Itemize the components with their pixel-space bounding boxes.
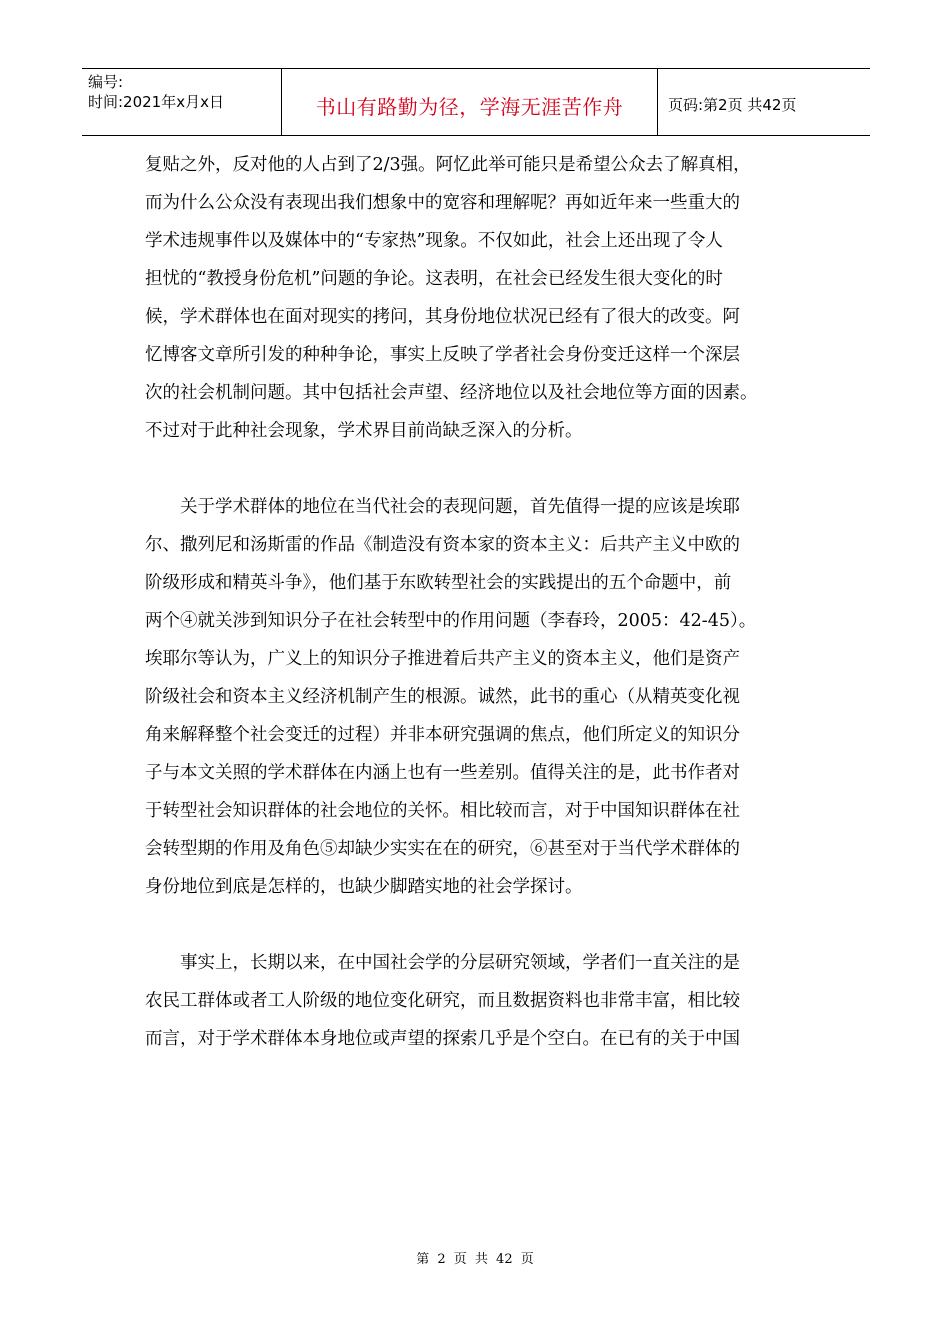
text-line: 关于学术群体的地位在当代社会的表现问题，首先值得一提的应该是埃耶 bbox=[145, 497, 740, 517]
text-line: 阶级社会和资本主义经济机制产生的根源。诚然，此书的重心（从精英变化视 bbox=[145, 687, 740, 707]
document-body bbox=[145, 146, 805, 1058]
text-line: 复贴之外，反对他的人占到了2/3强。阿忆此举可能只是希望公众去了解真相， bbox=[145, 155, 751, 175]
doc-number-label: 编号: bbox=[88, 73, 124, 91]
text-line: 阶级形成和精英斗争》，他们基于东欧转型社会的实践提出的五个命题中，前 bbox=[145, 573, 732, 593]
text-line: 尔、撒列尼和汤斯雷的作品《制造没有资本家的资本主义：后共产主义中欧的 bbox=[145, 535, 740, 555]
header-page-number: 页码:第2页 共42页 bbox=[668, 95, 797, 114]
text-line: 会转型期的作用及角色⑤却缺少实实在在的研究，⑥甚至对于当代学术群体的 bbox=[145, 839, 740, 859]
paragraph bbox=[145, 944, 805, 1058]
text-line: 角来解释整个社会变迁的过程）并非本研究强调的焦点，他们所定义的知识分 bbox=[145, 725, 740, 745]
text-line: 埃耶尔等认为，广义上的知识分子推进着后共产主义的资本主义，他们是资产 bbox=[145, 649, 740, 669]
text-line: 候，学术群体也在面对现实的拷问，其身份地位状况已经有了很大的改变。阿 bbox=[145, 307, 740, 327]
paragraph bbox=[145, 146, 805, 450]
text-line: 学术违规事件以及媒体中的“专家热”现象。不仅如此，社会上还出现了令人 bbox=[145, 231, 723, 251]
page-footer: 第 2 页 共 42 页 bbox=[416, 1252, 534, 1267]
text-line: 忆博客文章所引发的种种争论，事实上反映了学者社会身份变迁这样一个深层 bbox=[145, 345, 740, 365]
text-line: 身份地位到底是怎样的，也缺少脚踏实地的社会学探讨。 bbox=[145, 877, 583, 897]
page-header bbox=[82, 68, 870, 136]
paragraph-gap bbox=[145, 450, 805, 488]
text-line: 于转型社会知识群体的社会地位的关怀。相比较而言，对于中国知识群体在社 bbox=[145, 801, 740, 821]
text-line: 而言，对于学术群体本身地位或声望的探索几乎是个空白。在已有的关于中国 bbox=[145, 1029, 740, 1049]
header-meta bbox=[82, 69, 282, 135]
header-motto: 书山有路勤为径，学海无涯苦作舟 bbox=[282, 69, 658, 135]
text-line: 子与本文关照的学术群体在内涵上也有一些差别。值得关注的是，此书作者对 bbox=[145, 763, 740, 783]
paragraph-gap bbox=[145, 906, 805, 944]
text-line: 不过对于此种社会现象，学术界目前尚缺乏深入的分析。 bbox=[145, 421, 583, 441]
text-line: 农民工群体或者工人阶级的地位变化研究，而且数据资料也非常丰富，相比较 bbox=[145, 991, 740, 1011]
text-line: 而为什么公众没有表现出我们想象中的宽容和理解呢？再如近年来一些重大的 bbox=[145, 193, 740, 213]
text-line: 事实上，长期以来，在中国社会学的分层研究领域，学者们一直关注的是 bbox=[145, 953, 740, 973]
text-line: 次的社会机制问题。其中包括社会声望、经济地位以及社会地位等方面的因素。 bbox=[145, 383, 758, 403]
text-line: 担忧的“教授身份危机”问题的争论。这表明，在社会已经发生很大变化的时 bbox=[145, 269, 723, 289]
text-line: 两个④就关涉到知识分子在社会转型中的作用问题（李春玲，2005：42-45）。 bbox=[145, 611, 757, 631]
doc-date-label: 时间:2021年x月x日 bbox=[88, 93, 224, 111]
paragraph bbox=[145, 488, 805, 906]
